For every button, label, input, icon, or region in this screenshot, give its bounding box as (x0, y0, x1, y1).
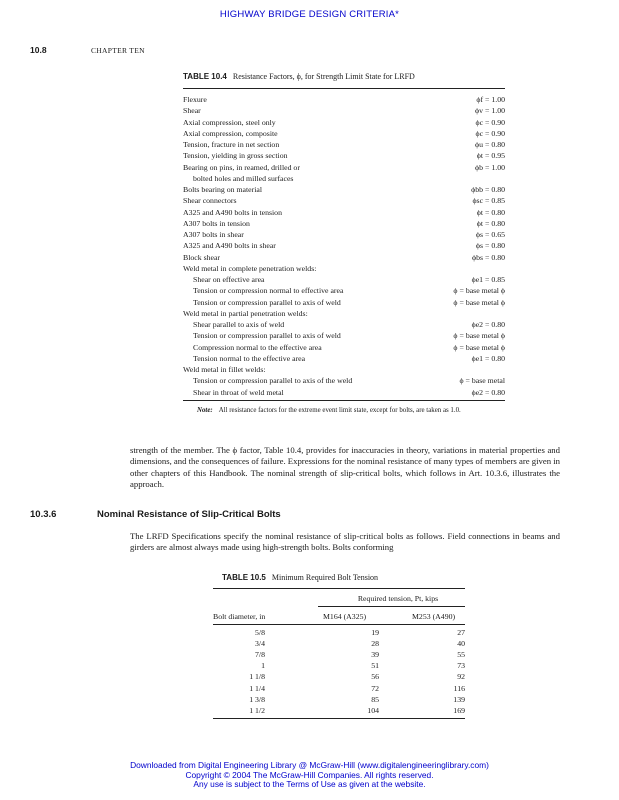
resistance-label: Flexure (183, 95, 207, 104)
resistance-factor: ϕb = 1.00 (475, 162, 505, 172)
tension-m164: 28 (371, 639, 379, 649)
table-row (213, 695, 465, 706)
col-header-diameter: Bolt diameter, in (213, 612, 266, 621)
table-row (183, 330, 505, 341)
table-10-5-title: Minimum Required Bolt Tension (271, 573, 379, 582)
col-header-m253: M253 (A490) (412, 612, 456, 621)
resistance-label: A307 bolts in tension (183, 218, 250, 228)
tension-m253: 40 (457, 639, 465, 649)
table-row (183, 117, 505, 128)
tension-m164: 56 (371, 672, 379, 682)
resistance-factor: ϕf = 1.00 (476, 95, 505, 104)
header-banner: HIGHWAY BRIDGE DESIGN CRITERIA* (219, 9, 400, 20)
tension-m253: 55 (457, 650, 465, 660)
table-row (183, 308, 505, 319)
table-row (213, 650, 465, 661)
table-row (213, 639, 465, 650)
table-row (213, 672, 465, 683)
section-title: Nominal Resistance of Slip-Critical Bolts (97, 509, 281, 520)
tension-m253: 169 (453, 705, 465, 715)
table-row (183, 195, 505, 206)
resistance-factor: ϕe2 = 0.80 (471, 320, 505, 329)
resistance-factor: ϕt = 0.80 (476, 218, 505, 228)
note-text: All resistance factors for the extreme event limit state, except for bolts, are taken as 1.0. (218, 407, 461, 414)
table-row (183, 173, 505, 184)
tension-m164: 85 (371, 694, 379, 704)
resistance-label: Tension, yielding in gross section (183, 151, 288, 161)
table-row (183, 297, 505, 308)
footer-line-2: Copyright © 2004 The McGraw-Hill Companies. All rights reserved. (185, 769, 434, 780)
resistance-label: Tension or compression parallel to axis of weld (193, 297, 341, 307)
resistance-factor: ϕs = 0.80 (475, 241, 505, 251)
resistance-factor: ϕv = 1.00 (475, 106, 505, 116)
resistance-factor: ϕ = base metal ϕ (453, 331, 505, 341)
bolt-diameter: 1 1/8 (249, 672, 265, 682)
table-row (183, 105, 505, 116)
resistance-label: A325 and A490 bolts in tension (183, 207, 282, 217)
table-10-4-body (183, 94, 505, 398)
resistance-factor: ϕbs = 0.80 (472, 252, 505, 262)
table-10-4-title: Resistance Factors, ϕ, for Strength Limit State for LRFD (232, 72, 415, 81)
resistance-factor: ϕ = base metal ϕ (453, 342, 505, 352)
table-row (183, 218, 505, 229)
chapter-title: CHAPTER TEN (91, 46, 145, 55)
bolt-diameter: 1 1/4 (249, 683, 265, 693)
resistance-label: Compression normal to the effective area (193, 342, 322, 352)
tension-m253: 73 (457, 661, 465, 671)
resistance-label: Shear parallel to axis of weld (193, 320, 285, 329)
section-heading (30, 509, 281, 520)
table-row (183, 342, 505, 353)
resistance-label: Shear in throat of weld metal (193, 387, 284, 397)
resistance-factor: ϕc = 0.90 (475, 117, 505, 127)
resistance-factor: ϕ = base metal (459, 376, 505, 386)
table-10-5-header-rule (213, 624, 465, 625)
table-row (183, 375, 505, 386)
table-10-4-caption (183, 72, 415, 81)
resistance-factor: ϕbb = 0.80 (471, 185, 505, 194)
footer (0, 761, 619, 790)
resistance-label: Tension or compression parallel to axis of weld (193, 331, 341, 341)
section-number: 10.3.6 (30, 509, 57, 520)
tension-m164: 39 (371, 650, 379, 660)
table-10-5-bottom-rule (213, 718, 465, 719)
tension-m164: 104 (367, 705, 379, 715)
footer-line-1[interactable]: Downloaded from Digital Engineering Library @ McGraw-Hill (www.digitalengineeringlibrary.com) (130, 760, 489, 770)
tension-m164: 72 (371, 683, 379, 693)
resistance-factor: ϕ = base metal ϕ (453, 286, 505, 296)
resistance-label: A325 and A490 bolts in shear (183, 241, 276, 251)
tension-m253: 27 (457, 628, 465, 637)
col-header-m164: M164 (A325) (323, 612, 367, 621)
resistance-label: Weld metal in fillet welds: (183, 365, 266, 374)
table-10-5-top-rule (213, 588, 465, 589)
table-row (213, 706, 465, 717)
table-row (183, 94, 505, 105)
bolt-diameter: 1 1/2 (249, 705, 265, 715)
resistance-factor: ϕsc = 0.85 (472, 196, 505, 206)
resistance-label: Weld metal in partial penetration welds: (183, 308, 308, 318)
bolt-diameter: 3/4 (255, 639, 265, 649)
table-row (183, 207, 505, 218)
paragraph-2: The LRFD Specifications specify the nominal resistance of slip-critical bolts as follows. Field connections in beams and girders are almost always made using high-strength bolts. Bolts conforming (130, 531, 560, 553)
resistance-label: Axial compression, composite (183, 128, 278, 138)
table-row (183, 150, 505, 161)
table-row (183, 162, 505, 173)
page-number: 10.8 (30, 45, 47, 55)
table-row (183, 252, 505, 263)
resistance-factor: ϕe1 = 0.80 (471, 353, 505, 363)
resistance-label: Tension or compression parallel to axis of the weld (193, 376, 353, 386)
table-row (183, 285, 505, 296)
table-10-4-number: TABLE 10.4 (183, 72, 227, 81)
resistance-label: Shear connectors (183, 196, 237, 206)
table-row (183, 364, 505, 375)
resistance-factor: ϕs = 0.65 (475, 230, 505, 239)
table-row (183, 263, 505, 274)
resistance-label: Tension or compression normal to effective area (193, 286, 344, 296)
resistance-factor: ϕ = base metal ϕ (453, 297, 505, 307)
group-header-rule (318, 606, 465, 607)
tension-m164: 51 (371, 661, 379, 671)
table-row (183, 274, 505, 285)
resistance-factor: ϕu = 0.80 (475, 140, 505, 149)
table-row (183, 184, 505, 195)
tension-m164: 19 (371, 628, 379, 637)
resistance-factor: ϕt = 0.80 (476, 207, 505, 217)
table-row (183, 128, 505, 139)
resistance-factor: ϕc = 0.90 (475, 128, 505, 138)
bolt-diameter: 1 3/8 (249, 694, 265, 704)
resistance-factor: ϕe1 = 0.85 (471, 275, 505, 284)
table-10-4-note (197, 407, 461, 414)
resistance-label: Bolts bearing on material (183, 185, 263, 194)
resistance-label: Tension normal to the effective area (193, 353, 306, 363)
table-row (183, 139, 505, 150)
tension-m253: 116 (453, 683, 465, 693)
table-10-5-number: TABLE 10.5 (222, 573, 266, 582)
resistance-label: Shear (183, 106, 201, 116)
resistance-label: Bearing on pins, in reamed, drilled or (183, 162, 300, 172)
table-row (213, 684, 465, 695)
table-row (183, 229, 505, 240)
resistance-label: A307 bolts in shear (183, 230, 244, 239)
resistance-label: bolted holes and milled surfaces (193, 173, 294, 183)
table-row (183, 319, 505, 330)
tension-m253: 92 (457, 672, 465, 682)
tension-m253: 139 (453, 694, 465, 704)
bolt-diameter: 1 (261, 661, 265, 671)
note-label: Note: (197, 407, 213, 414)
resistance-label: Weld metal in complete penetration welds: (183, 263, 317, 273)
table-10-5-caption (222, 573, 378, 582)
table-row (183, 240, 505, 251)
resistance-label: Axial compression, steel only (183, 117, 276, 127)
resistance-label: Shear on effective area (193, 275, 265, 284)
table-row (213, 661, 465, 672)
required-tension-header: Required tension, Pt, kips (357, 594, 439, 603)
paragraph-1: strength of the member. The ϕ factor, Table 10.4, provides for inaccuracies in theory, variations in material properties and dimensions, and the consequences of failure. Expressions for the nominal resistance of many types of members are given in other chapters of this Handbook. The nominal strength of slip-critical bolts, which follows in Art. 10.3.6, illustrates the approach. (130, 445, 560, 489)
table-10-4-bottom-rule (183, 400, 505, 401)
resistance-label: Block shear (183, 252, 221, 262)
table-row (183, 387, 505, 398)
footer-line-3[interactable]: Any use is subject to the Terms of Use as given at the website. (193, 779, 426, 790)
table-row (213, 628, 465, 639)
resistance-factor: ϕt = 0.95 (476, 151, 505, 161)
resistance-label: Tension, fracture in net section (183, 140, 280, 149)
table-10-4-top-rule (183, 88, 505, 89)
table-row (183, 353, 505, 364)
resistance-factor: ϕe2 = 0.80 (471, 387, 505, 397)
bolt-diameter: 7/8 (255, 650, 265, 660)
bolt-diameter: 5/8 (255, 628, 265, 637)
